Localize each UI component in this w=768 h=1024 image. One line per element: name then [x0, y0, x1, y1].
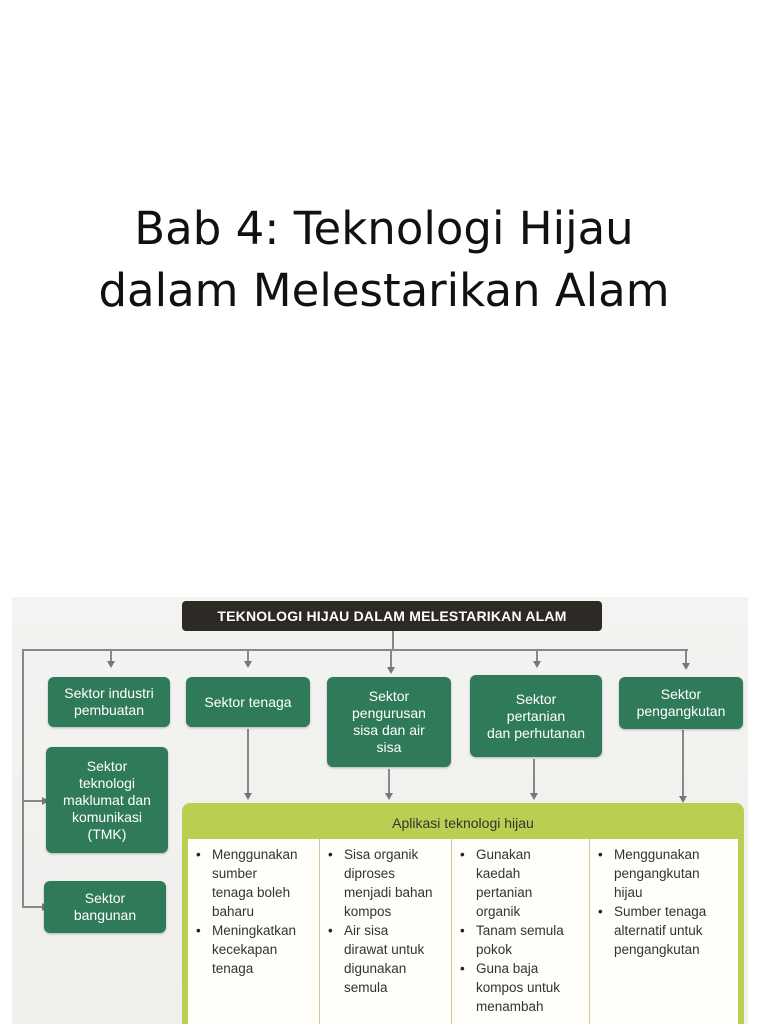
list-item-text: • Air sisa: [344, 923, 389, 938]
list-item-text: tenaga: [212, 961, 254, 976]
sector-label: bangunan: [73, 907, 137, 923]
sector-label: Sektor: [515, 690, 557, 707]
sector-industri-pembuatan: [48, 677, 170, 727]
sector-label: teknologi: [78, 774, 136, 791]
sector-label: Sektor: [368, 688, 410, 704]
slide-title: [0, 198, 768, 322]
list-item-text: • Tanam semula: [476, 923, 564, 938]
arrow-down-icon: [107, 661, 115, 668]
connector-line: [22, 649, 688, 651]
list-item-text: pengangkutan: [614, 942, 700, 957]
sector-label: maklumat dan: [63, 791, 151, 808]
list-item-text: • Sisa organik: [344, 847, 419, 862]
connector-line: [22, 649, 24, 907]
sector-pertanian-perhutanan: [470, 675, 602, 757]
list-item-text: kompos untuk: [476, 980, 561, 995]
panel-title: Aplikasi teknologi hijau: [190, 811, 736, 835]
list-item: [458, 845, 583, 921]
diagram-photo: [12, 597, 748, 1024]
connector-line: [388, 769, 390, 795]
aplikasi-panel: [182, 803, 744, 1024]
arrow-down-icon: [387, 667, 395, 674]
sector-tmk: [46, 747, 168, 853]
arrow-down-icon: [244, 793, 252, 800]
list-item-text: menambah: [476, 999, 544, 1014]
panel-column: [452, 839, 590, 1024]
list-item: [194, 921, 313, 978]
sector-pengangkutan: [619, 677, 743, 729]
list-item: [458, 921, 583, 959]
list-item-text: tenaga boleh: [212, 885, 291, 900]
list-item-text: pokok: [476, 942, 513, 957]
list-item-text: kompos: [344, 904, 392, 919]
sector-label: (TMK): [87, 825, 127, 842]
list-item: [326, 921, 445, 997]
list-item-text: digunakan: [344, 961, 407, 976]
sector-label: sisa: [376, 739, 402, 755]
list-item-text: alternatif untuk: [614, 923, 703, 938]
slide-title-line-1: Bab 4: Teknologi Hijau: [134, 202, 634, 256]
list-item-text: dirawat untuk: [344, 942, 425, 957]
sector-label: pengangkutan: [636, 703, 726, 719]
connector-line: [22, 800, 44, 802]
sector-label: Sektor: [84, 890, 126, 906]
list-item-text: baharu: [212, 904, 255, 919]
list-item: [596, 845, 732, 902]
panel-column: [188, 839, 320, 1024]
diagram-banner: TEKNOLOGI HIJAU DALAM MELESTARIKAN ALAM: [182, 601, 602, 631]
arrow-down-icon: [385, 793, 393, 800]
connector-line: [392, 631, 394, 649]
list-item: [458, 959, 583, 1016]
sector-label: pembuatan: [73, 702, 145, 718]
sector-label: Sektor industri: [64, 685, 154, 701]
panel-column: [320, 839, 452, 1024]
list-item-text: hijau: [614, 885, 643, 900]
sector-label: dan perhutanan: [486, 724, 586, 741]
sector-bangunan: [44, 881, 166, 933]
sector-label: Sektor tenaga: [204, 693, 292, 710]
sector-label: komunikasi: [71, 808, 143, 825]
sector-label: pertanian: [506, 707, 566, 724]
list-item-text: sumber: [212, 866, 258, 881]
list-item-text: • Gunakan: [476, 847, 531, 862]
sector-label: sisa dan air: [353, 722, 425, 738]
list-item-text: • Menggunakan: [614, 847, 700, 862]
sector-label: Sektor: [86, 757, 128, 774]
list-item-text: • Meningkatkan: [212, 923, 297, 938]
list-item: [194, 845, 313, 921]
connector-line: [22, 906, 44, 908]
arrow-down-icon: [244, 661, 252, 668]
list-item-text: pertanian: [476, 885, 533, 900]
list-item: [596, 902, 732, 959]
list-item: [326, 845, 445, 921]
list-item-text: menjadi bahan: [344, 885, 433, 900]
slide-title-line-2: dalam Melestarikan Alam: [98, 264, 670, 318]
list-item-text: diproses: [344, 866, 396, 881]
arrow-down-icon: [533, 661, 541, 668]
list-item-text: organik: [476, 904, 521, 919]
sector-tenaga: [186, 677, 310, 727]
arrow-down-icon: [682, 663, 690, 670]
sector-label: pengurusan: [352, 705, 426, 721]
list-item-text: semula: [344, 980, 388, 995]
sector-label: Sektor: [660, 686, 702, 702]
sector-pengurusan-sisa: [327, 677, 451, 767]
list-item-text: • Menggunakan: [212, 847, 298, 862]
list-item-text: • Sumber tenaga: [614, 904, 707, 919]
connector-line: [390, 649, 392, 669]
connector-line: [682, 730, 684, 798]
panel-column: [590, 839, 738, 1024]
connector-line: [533, 759, 535, 795]
list-item-text: pengangkutan: [614, 866, 700, 881]
list-item-text: • Guna baja: [476, 961, 539, 976]
panel-body: [188, 839, 738, 1024]
arrow-down-icon: [530, 793, 538, 800]
arrow-down-icon: [679, 796, 687, 803]
list-item-text: kaedah: [476, 866, 521, 881]
connector-line: [247, 729, 249, 795]
list-item-text: kecekapan: [212, 942, 278, 957]
